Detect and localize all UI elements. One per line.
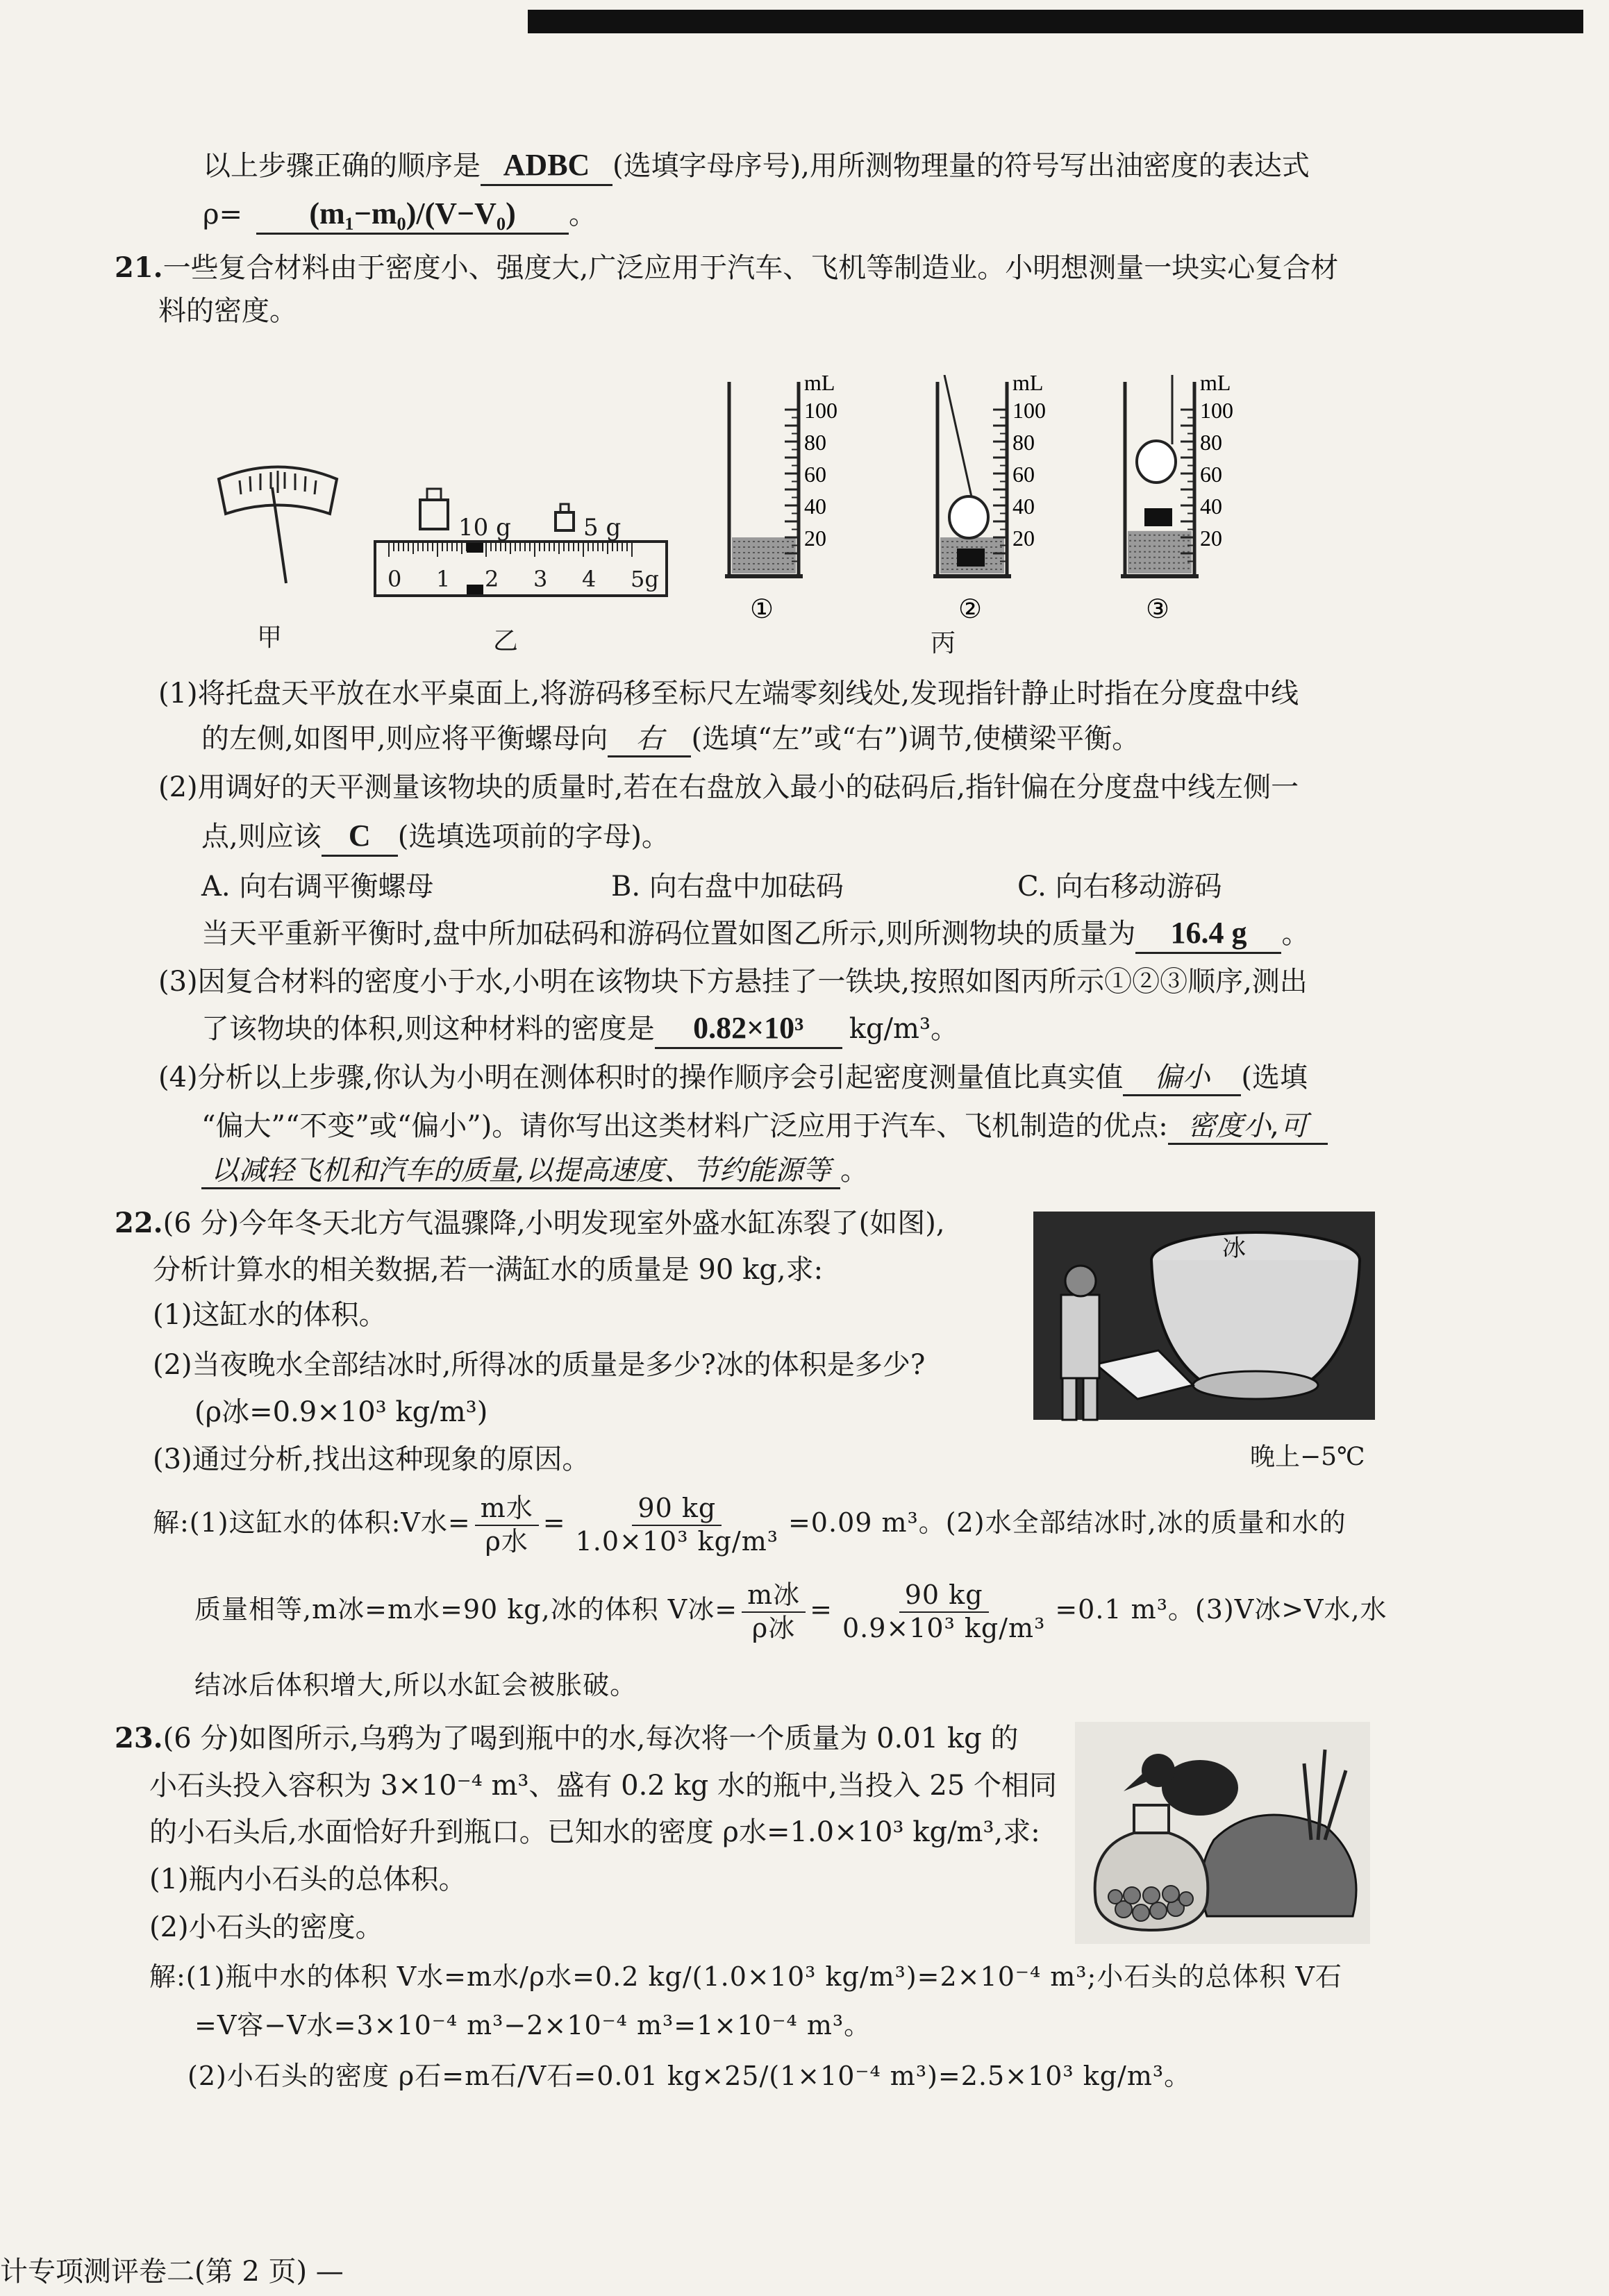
text: (6 分)今年冬天北方气温骤降,小明发现室外盛水缸冻裂了(如图), <box>162 1207 945 1239</box>
q23-line3: 的小石头后,水面恰好升到瓶口。已知水的密度 ρ水=1.0×10³ kg/m³,求: <box>149 1816 1040 1848</box>
q21-p4-line1 <box>158 1061 1308 1096</box>
q23-solution-line1: 解:(1)瓶中水的体积 V水=m水/ρ水=0.2 kg/(1.0×10³ kg/m³)=2×10⁻⁴ m³;小石头的总体积 V石 <box>149 1961 1342 1992</box>
text: (选填字母序号),用所测物理量的符号写出油密度的表达式 <box>612 150 1310 182</box>
text: ρ= <box>203 199 243 231</box>
text: 以上步骤正确的顺序是 <box>203 150 481 182</box>
text: 质量相等,m冰=m水=90 kg,冰的体积 V冰= <box>194 1594 738 1625</box>
q22-line3: (1)这缸水的体积。 <box>153 1299 387 1331</box>
p4-advantage-1: 密度小,可 <box>1168 1109 1328 1145</box>
numerator: 90 kg <box>899 1579 989 1613</box>
cylinder-unit-label: mL <box>1200 375 1231 395</box>
cylinder-mark-100: 100 <box>1200 398 1233 423</box>
cylinder-label: ① <box>750 594 774 624</box>
denominator: ρ水 <box>485 1525 528 1557</box>
p2-answer: C <box>322 818 398 857</box>
text: 一些复合材料由于密度小、强度大,广泛应用于汽车、飞机等制造业。小明想测量一块实心复合材 <box>162 252 1339 284</box>
q21-p3-line2 <box>201 1010 958 1049</box>
q20-formula-line <box>203 196 597 235</box>
q21-p4-line2 <box>201 1109 1328 1145</box>
ruler-tick-0: 0 <box>387 566 402 592</box>
cylinder-mark-20: 20 <box>804 526 826 551</box>
frozen-water-jar-image <box>1033 1212 1375 1461</box>
question-number: 21. <box>115 251 163 284</box>
q22-line4: (2)当夜晚水全部结冰时,所得冰的质量是多少?冰的体积是多少? <box>153 1349 926 1381</box>
p1-answer: 右 <box>608 722 691 757</box>
q21-p1-line2 <box>201 722 1140 757</box>
p4-answer: 偏小 <box>1123 1061 1241 1096</box>
page-footer: 计专项测评卷二(第 2 页) — <box>0 2256 344 2288</box>
weight-5g-label: 5 g <box>583 514 622 542</box>
q22-solution-line3: 结冰后体积增大,所以水缸会被胀破。 <box>194 1670 637 1700</box>
ruler-tick-5: 5g <box>631 566 659 592</box>
ruler-tick-2: 2 <box>485 566 499 592</box>
q21-intro-line2: 料的密度。 <box>158 295 297 327</box>
weight-10g <box>420 500 448 529</box>
p4-advantage-2: 以减轻飞机和汽车的质量,以提高速度、节约能源等 <box>201 1154 840 1189</box>
q21-p1-line1: (1)将托盘天平放在水平桌面上,将游码移至标尺左端零刻线处,发现指针静止时指在分度盘中线 <box>158 678 1299 710</box>
composite-block <box>1137 441 1176 483</box>
q22-line2: 分析计算水的相关数据,若一满缸水的质量是 90 kg,求: <box>153 1254 824 1286</box>
caption-bing: 丙 <box>931 629 956 657</box>
text: 。 <box>840 1155 868 1187</box>
text: 。 <box>1281 918 1310 950</box>
denominator: 1.0×10³ kg/m³ <box>575 1525 778 1557</box>
text: 的左侧,如图甲,则应将平衡螺母向 <box>201 723 608 755</box>
cylinder-mark-60: 60 <box>1012 462 1035 487</box>
cylinder-mark-100: 100 <box>1012 398 1046 423</box>
cylinder-unit-label: mL <box>804 375 835 395</box>
cylinder-mark-80: 80 <box>1200 430 1222 455</box>
denominator: ρ冰 <box>751 1612 796 1643</box>
question-number: 22. <box>115 1207 163 1239</box>
q21-p2-line1: (2)用调好的天平测量该物块的质量时,若在右盘放入最小的砝码后,指针偏在分度盘中线左侧一 <box>158 771 1299 803</box>
rider-top <box>467 543 483 553</box>
cylinder-mark-60: 60 <box>804 462 826 487</box>
option-a: A. 向右调平衡螺母 <box>201 871 434 903</box>
cylinder-mark-40: 40 <box>1012 494 1035 519</box>
text: 解:(1)这缸水的体积:V水= <box>153 1507 471 1539</box>
text: (6 分)如图所示,乌鸦为了喝到瓶中的水,每次将一个质量为 0.01 kg 的 <box>162 1723 1019 1754</box>
q22-solution-line2: 质量相等,m冰=m水=90 kg,冰的体积 V冰= $\frac{\text{m冰}}{\text{ρ冰}}$ = $\frac{90 kg}{\text{0.9×10³ kg/m³}}$ =0.1 m³。(3)V冰>V水,水 <box>194 1579 1387 1643</box>
q21-p4-line3 <box>201 1154 868 1189</box>
cylinder-label: ③ <box>1146 594 1170 624</box>
text: 点,则应该 <box>201 821 322 853</box>
fraction <box>837 1579 1051 1644</box>
cylinder-mark-20: 20 <box>1012 526 1035 551</box>
cylinder-mark-80: 80 <box>1012 430 1035 455</box>
q21-intro-line1 <box>115 251 1338 285</box>
question-number: 23. <box>115 1722 163 1754</box>
caption-jia: 甲 <box>257 623 283 652</box>
p3-density: 0.82×10³ <box>655 1010 842 1049</box>
text: “偏大”“不变”或“偏小”)。请你写出这类材料广泛应用于汽车、飞机制造的优点: <box>201 1110 1168 1142</box>
fraction <box>475 1493 539 1557</box>
fraction <box>742 1579 806 1644</box>
q22-line1 <box>115 1207 945 1240</box>
ruler-tick-4: 4 <box>582 566 597 592</box>
q23-solution-line2: =V容−V水=3×10⁻⁴ m³−2×10⁻⁴ m³=1×10⁻⁴ m³。 <box>194 2010 872 2041</box>
formula-answer: (m₁−m₀)/(V−V₀) <box>256 196 569 235</box>
text: kg/m³。 <box>849 1013 959 1045</box>
ice-word-label: 冰 <box>1222 1234 1246 1262</box>
text: 了该物块的体积,则这种材料的密度是 <box>201 1013 655 1045</box>
option-c: C. 向右移动游码 <box>1017 871 1222 903</box>
q23-line2: 小石头投入容积为 3×10⁻⁴ m³、盛有 0.2 kg 水的瓶中,当投入 25 个相同 <box>149 1770 1058 1802</box>
water-level-1 <box>732 537 796 573</box>
weight-10g-label: 10 g <box>458 514 511 542</box>
numerator: m冰 <box>742 1579 806 1613</box>
crow-bottle-image <box>1075 1722 1370 1944</box>
option-b: B. 向右盘中加砝码 <box>611 871 844 903</box>
iron-block <box>957 548 985 567</box>
balance-pointer <box>272 487 286 583</box>
text: (4)分析以上步骤,你认为小明在测体积时的操作顺序会引起密度测量值比真实值 <box>158 1062 1124 1093</box>
text: =0.1 m³。(3)V冰>V水,水 <box>1055 1594 1387 1625</box>
q20-order-line <box>203 147 1310 186</box>
cylinder-mark-40: 40 <box>1200 494 1222 519</box>
cylinder-label: ② <box>958 594 983 624</box>
text: (选填“左”或“右”)调节,使横梁平衡。 <box>691 723 1140 755</box>
cylinder-1 <box>722 375 889 625</box>
denominator: 0.9×10³ kg/m³ <box>842 1612 1046 1643</box>
cylinder-2 <box>931 375 1097 625</box>
cylinder-mark-100: 100 <box>804 398 837 423</box>
cylinder-mark-80: 80 <box>804 430 826 455</box>
numerator: m水 <box>475 1493 539 1526</box>
weight-5g <box>556 512 574 530</box>
caption-yi: 乙 <box>493 627 519 655</box>
cylinder-unit-label: mL <box>1012 375 1044 395</box>
rider-bottom <box>467 585 483 594</box>
weights-ruler-figure <box>368 479 681 618</box>
composite-block <box>949 496 988 538</box>
q23-line1 <box>115 1722 1018 1755</box>
image-caption-temperature: 晚上−5℃ <box>1250 1443 1365 1471</box>
top-black-bar <box>528 10 1583 33</box>
q22-line6: (3)通过分析,找出这种现象的原因。 <box>153 1443 590 1475</box>
q23-solution-line3: (2)小石头的密度 ρ石=m石/V石=0.01 kg×25/(1×10⁻⁴ m³)=2.5×10³ kg/m³。 <box>187 2061 1192 2091</box>
ruler-tick-3: 3 <box>533 566 548 592</box>
cylinder-mark-60: 60 <box>1200 462 1222 487</box>
numerator: 90 kg <box>632 1493 722 1526</box>
cylinder-3 <box>1118 375 1285 625</box>
text: 当天平重新平衡时,盘中所加砝码和游码位置如图乙所示,则所测物块的质量为 <box>201 918 1136 950</box>
q23-line4: (1)瓶内小石头的总体积。 <box>149 1863 467 1895</box>
text: (选填 <box>1241 1062 1308 1093</box>
cylinder-mark-20: 20 <box>1200 526 1222 551</box>
q21-p2-line2 <box>201 818 669 857</box>
q21-p2-line3 <box>201 915 1309 954</box>
q21-p3-line1: (3)因复合材料的密度小于水,小明在该物块下方悬挂了一铁块,按照如图丙所示①②③顺序,测出 <box>158 966 1308 998</box>
order-answer: ADBC <box>481 147 612 186</box>
text: =0.09 m³。(2)水全部结冰时,冰的质量和水的 <box>787 1507 1347 1539</box>
balance-dial-figure <box>208 458 347 597</box>
q23-line5: (2)小石头的密度。 <box>149 1911 383 1943</box>
text: 。 <box>569 199 597 231</box>
q22-line5: (ρ冰=0.9×10³ kg/m³) <box>194 1396 488 1428</box>
text: (选填选项前的字母)。 <box>397 821 669 853</box>
fraction <box>570 1493 784 1557</box>
q22-solution-line1: 解:(1)这缸水的体积:V水= $\frac{\text{m水}}{\text{ρ水}}$ = $\frac{90 kg}{\text{1.0×10³ kg/m³}}$ =0.09 m³。(2)水全部结冰时,冰的质量和水的 <box>153 1493 1347 1557</box>
cylinder-mark-40: 40 <box>804 494 826 519</box>
p2-mass: 16.4 g <box>1135 915 1281 954</box>
iron-block <box>1144 508 1172 526</box>
ruler-tick-1: 1 <box>436 566 451 592</box>
